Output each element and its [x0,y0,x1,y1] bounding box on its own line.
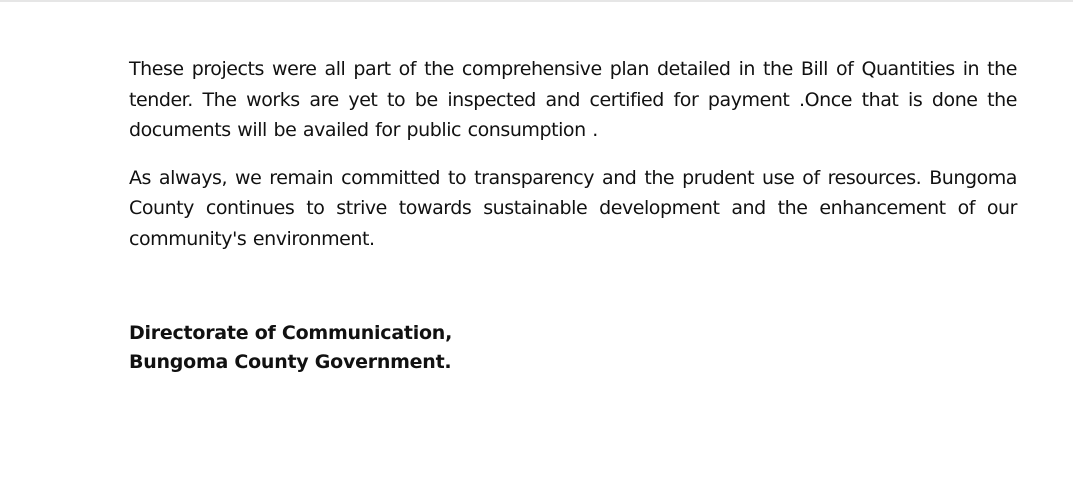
document-body [129,54,1017,254]
paragraph-commitment: As always, we remain committed to transparency and the prudent use of resources. Bungoma County continues to strive towards sustainable development and the enhancement of our community's environment. [129,166,1017,250]
signature-county-government: Bungoma County Government. [129,351,452,373]
paragraph-projects-status: These projects were all part of the comprehensive plan detailed in the Bill of Quantities in the tender. The works are yet to be inspected and certified for payment .Once that is done the documents will be availed for public consumption . [129,58,1017,141]
signature-block [129,319,452,377]
page-top-border [0,0,1073,2]
signature-directorate: Directorate of Communication, [129,322,453,344]
